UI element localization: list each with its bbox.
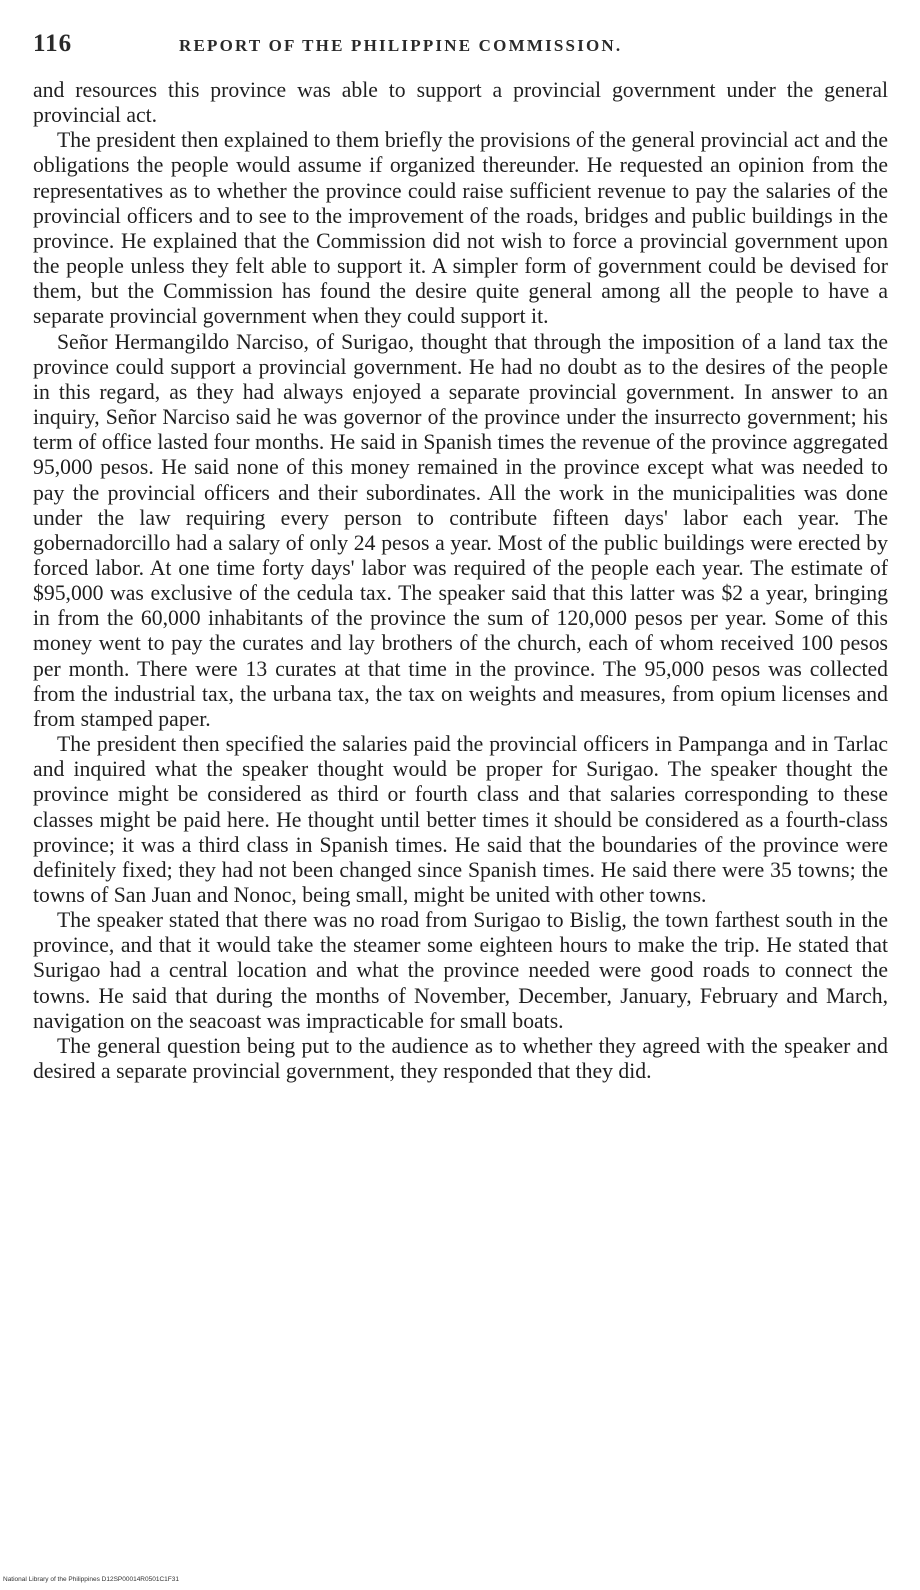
paragraph-roads: The speaker stated that there was no road from Surigao to Bislig, the town farthest south in the province, and that it would take the steamer some eighteen hours to make the trip. He stated that Surigao had a central location and what the province needed were good roads to connect the towns. He said that during the months of November, December, January, February and March, navigation on the seacoast was impracticable for small boats. — [33, 908, 888, 1033]
body-text — [33, 78, 888, 1548]
paragraph-president-explains: The president then explained to them briefly the provisions of the general provincial act and the obligations the people would assume if organized thereunder. He requested an opinion from the representatives as to whether the province could raise sufficient revenue to pay the salaries of the provincial officers and to see to the improvement of the roads, bridges and public buildings in the province. He explained that the Commission did not wish to force a provincial government upon the people unless they felt able to support it. A simpler form of government could be devised for them, but the Commission has found the desire quite general among all the people to have a separate provincial government when they could support it. — [33, 128, 888, 329]
paragraph-narciso-testimony: Señor Hermangildo Narciso, of Surigao, thought that through the imposition of a land tax the province could support a provincial government. He had no doubt as to the desires of the people in this regard, as they had always enjoyed a separate provincial government. In answer to an inquiry, Señor Narciso said he was governor of the province under the insurrecto government; his term of office lasted four months. He said in Spanish times the revenue of the province aggregated 95,000 pesos. He said none of this money remained in the province except what was needed to pay the provincial officers and their subordinates. All the work in the municipalities was done under the law requiring every person to contribute fifteen days' labor each year. The gobernadorcillo had a salary of only 24 pesos a year. Most of the public buildings were erected by forced labor. At one time forty days' labor was required of the people each year. The estimate of $95,000 was exclusive of the cedula tax. The speaker said that this latter was $2 a year, bringing in from the 60,000 inhabitants of the province the sum of 120,000 pesos per year. Some of this money went to pay the curates and lay brothers of the church, each of whom received 100 pesos per month. There were 13 curates at that time in the province. The 95,000 pesos was collected from the industrial tax, the urbana tax, the tax on weights and measures, from opium licenses and from stamped paper. — [33, 329, 888, 731]
paragraph-salaries: The president then specified the salaries paid the provincial officers in Pampanga and in Tarlac and inquired what the speaker thought would be proper for Surigao. The speaker thought the province might be considered as third or fourth class and that salaries corresponding to these classes might be paid here. He thought until better times it should be considered as a fourth-class province; it was a third class in Spanish times. He said that the boundaries of the province were definitely fixed; they had not been changed since Spanish times. He said there were 35 towns; the towns of San Juan and Nonoc, being small, might be united with other towns. — [33, 732, 888, 907]
running-head: REPORT OF THE PHILIPPINE COMMISSION. — [179, 36, 623, 55]
page-header — [33, 30, 888, 64]
paragraph-audience-response: The general question being put to the audience as to whether they agreed with the speaker and desired a separate provincial government, they responded that they did. — [33, 1033, 888, 1084]
scan-credit-footer: National Library of the Philippines D12SP00014R0501C1F31 — [3, 1576, 179, 1583]
paragraph-continued: and resources this province was able to support a provincial government under the general provincial act. — [33, 78, 888, 128]
page-number: 116 — [33, 30, 73, 57]
